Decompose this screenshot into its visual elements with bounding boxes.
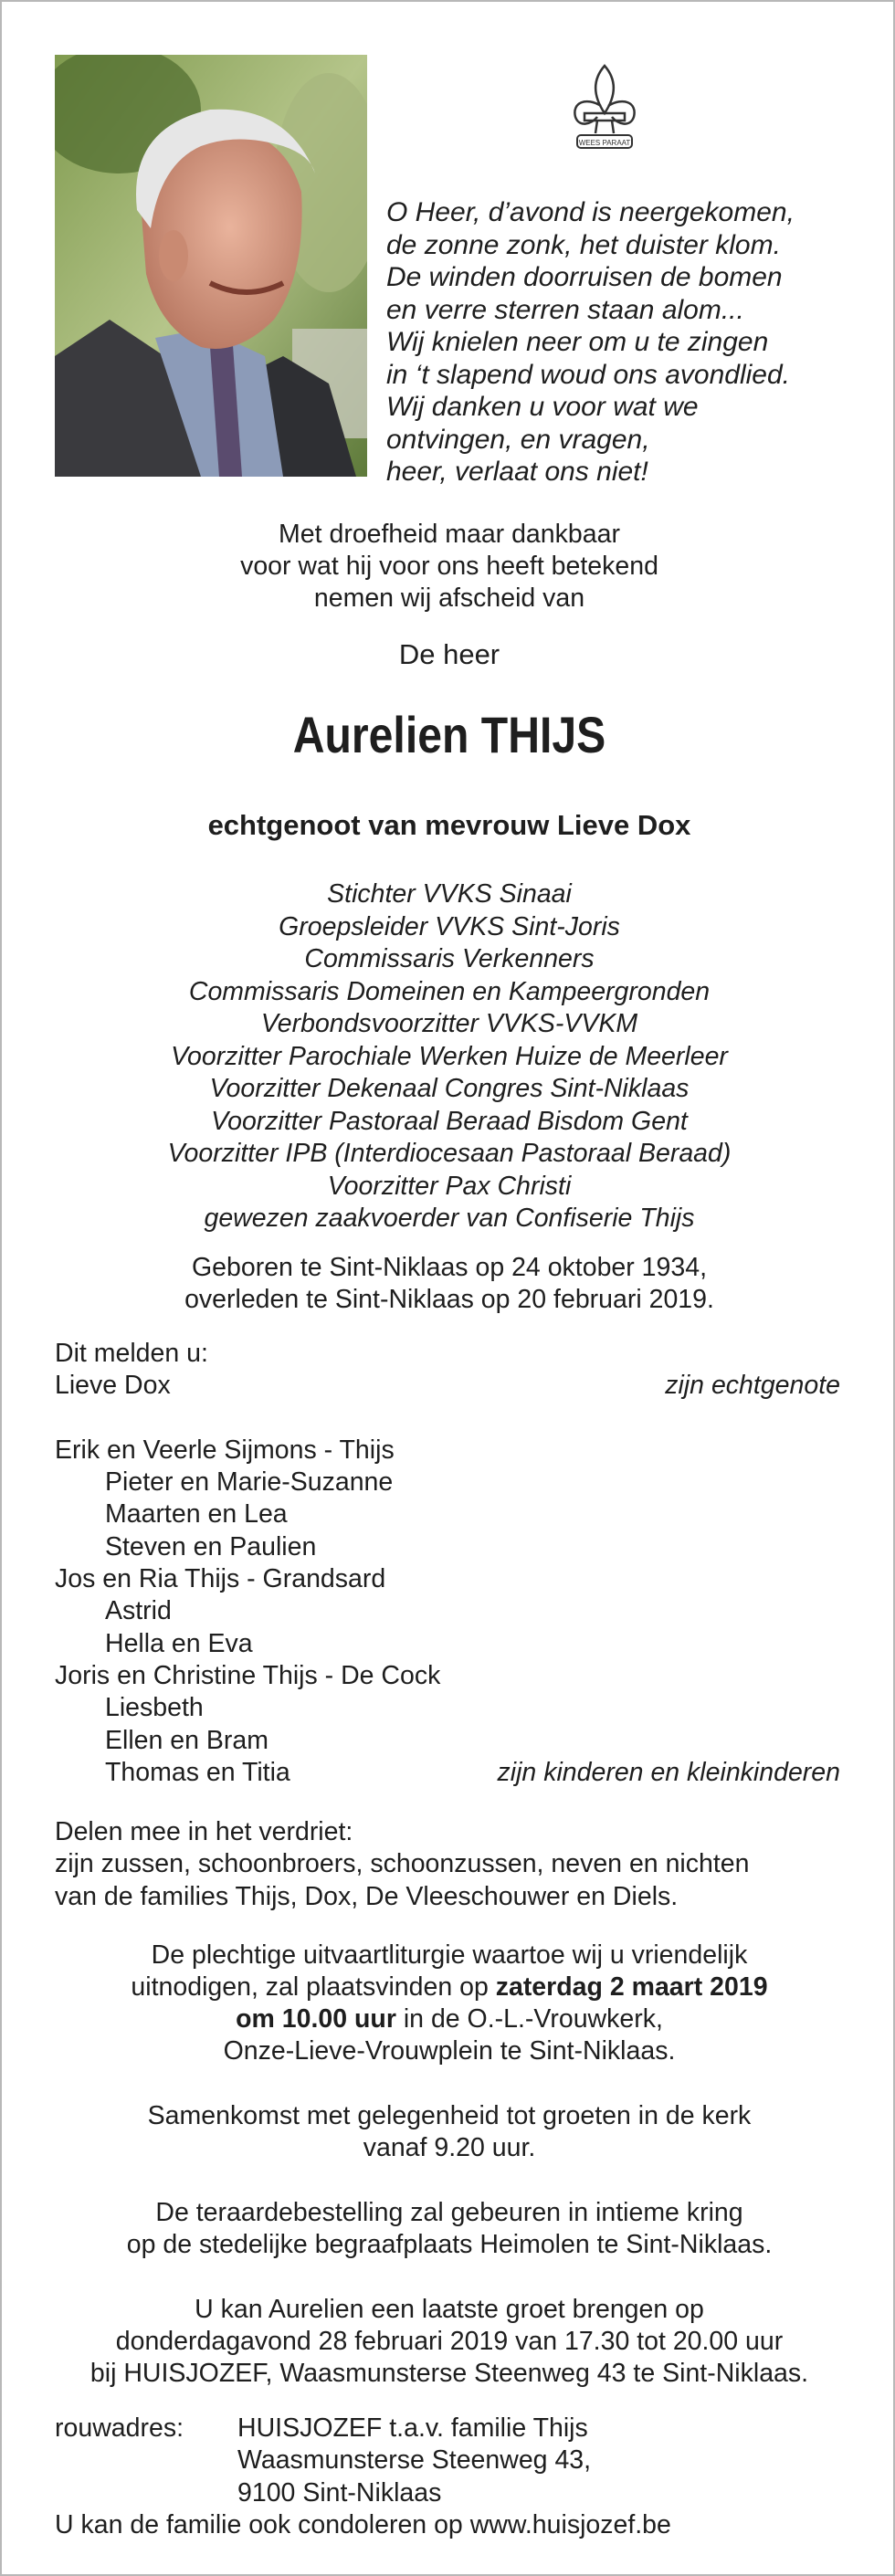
poem-line: de zonne zonk, het duister klom. [386,229,781,260]
gathering-info [2,2100,895,2164]
poem [386,196,861,489]
family-name: Thomas en Titia [105,1757,290,1787]
birth-line: Geboren te Sint-Niklaas op 24 oktober 1934, [191,1253,708,1282]
death-line: overleden te Sint-Niklaas op 20 februari 2019. [184,1285,714,1314]
visit-line: donderdagavond 28 februari 2019 van 17.30 tot 20.00 uur [115,2327,784,2356]
poem-line: Wij danken u voor wat we [386,392,699,422]
address-line: HUISJOZEF t.a.v. familie Thijs [237,2413,588,2443]
family-announcement [55,1338,840,1789]
functions-list [2,878,895,1235]
family-row [55,1498,840,1530]
portrait-photo [55,55,367,477]
function-item: Voorzitter Pax Christi [327,1171,572,1201]
intro-text [2,519,895,615]
condolence-link[interactable]: U kan de familie ook condoleren op www.huisjozef.be [55,2510,671,2539]
scout-lily-emblem [564,60,645,161]
family-row [55,1531,840,1563]
gathering-line: vanaf 9.20 uur. [363,2133,536,2162]
family-row [55,1563,840,1595]
burial-line: op de stedelijke begraafplaats Heimolen te Sint-Niklaas. [126,2230,773,2259]
family-name: Steven en Paulien [105,1531,317,1561]
burial-info [2,2197,895,2261]
visitation-info [2,2294,895,2390]
family-name: Astrid [105,1596,172,1626]
funeral-info [2,1940,895,2067]
family-relation: zijn kinderen en kleinkinderen [497,1757,840,1787]
poem-line: in ‘t slapend woud ons avondlied. [386,359,790,390]
family-row [55,1628,840,1660]
funeral-line: De plechtige uitvaartliturgie waartoe wij u vriendelijk [151,1940,748,1970]
family-name: Joris en Christine Thijs - De Cock [55,1660,441,1690]
intro-line: Met droefheid maar dankbaar [279,520,620,549]
family-name: Lieve Dox [55,1371,171,1401]
function-item: gewezen zaakvoerder van Confiserie Thijs [204,1204,695,1233]
family-row [55,1435,840,1467]
deceased-name: Aurelien THIJS [292,706,606,763]
family-row [55,1725,840,1757]
funeral-date: zaterdag 2 maart 2019 [495,1972,768,2002]
poem-line: ontvingen, en vragen, [386,424,650,455]
family-row [55,1692,840,1724]
function-item: Verbondsvoorzitter VVKS-VVKM [260,1009,638,1038]
intro-line: voor wat hij voor ons heeft betekend [240,552,658,581]
mourning-relatives [55,1816,858,1913]
poem-line: Wij knielen neer om u te zingen [386,327,769,357]
mourn-line: van de families Thijs, Dox, De Vleeschouwer en Diels. [55,1881,679,1911]
funeral-text: in de O.-L.-Vrouwkerk, [395,2004,663,2034]
poem-line: en verre sterren staan alom... [386,294,744,325]
family-name: Jos en Ria Thijs - Grandsard [55,1564,386,1594]
mourn-line: zijn zussen, schoonbroers, schoonzussen, neven en nichten [55,1849,750,1879]
funeral-text: uitnodigen, zal plaatsvinden op [131,1972,496,2002]
address-line: 9100 Sint-Niklaas [237,2477,442,2508]
address-label: rouwadres: [55,2413,184,2443]
burial-line: De teraardebestelling zal gebeuren in intieme kring [155,2198,743,2227]
name-prefix: De heer [398,638,500,670]
family-name: Hella en Eva [105,1628,253,1658]
poem-line: De winden doorruisen de bomen [386,262,783,292]
family-name: Liesbeth [105,1693,204,1723]
announce-header: Dit melden u: [55,1339,208,1368]
family-name: Erik en Veerle Sijmons - Thijs [55,1435,395,1465]
family-row [55,1660,840,1692]
function-item: Voorzitter Dekenaal Congres Sint-Niklaas [209,1074,690,1103]
function-item: Commissaris Domeinen en Kampeergronden [188,976,711,1006]
intro-line: nemen wij afscheid van [313,584,585,613]
poem-line: O Heer, d’avond is neergekomen, [386,197,795,227]
function-item: Voorzitter Parochiale Werken Huize de Meerleer [171,1041,728,1071]
family-name: Maarten en Lea [105,1499,288,1530]
address-lines [237,2413,591,2509]
spouse-line: echtgenoot van mevrouw Lieve Dox [207,809,691,841]
family-row [55,1595,840,1627]
mourn-line: Delen mee in het verdriet: [55,1817,353,1846]
family-name: Ellen en Bram [105,1725,269,1755]
gathering-line: Samenkomst met gelegenheid tot groeten in de kerk [147,2101,752,2130]
family-relation: zijn echtgenote [665,1371,840,1401]
function-item: Voorzitter IPB (Interdiocesaan Pastoraal Beraad) [167,1139,732,1168]
funeral-time: om 10.00 uur [236,2004,396,2034]
address-line: Waasmunsterse Steenweg 43, [237,2445,592,2476]
family-row [55,1370,840,1402]
function-item: Groepsleider VVKS Sint-Joris [279,911,620,941]
visit-line: bij HUISJOZEF, Waasmunsterse Steenweg 43 te Sint-Niklaas. [90,2359,809,2388]
family-row [55,1757,840,1789]
birth-death-dates [2,1252,895,1316]
emblem-motto: WEES PARAAT [578,139,631,147]
funeral-line: Onze-Lieve-Vrouwplein te Sint-Niklaas. [223,2036,676,2066]
poem-line: heer, verlaat ons niet! [386,457,648,487]
funeral-line [2,2003,895,2035]
family-name: Pieter en Marie-Suzanne [105,1467,394,1498]
visit-line: U kan Aurelien een laatste groet brengen op [195,2295,704,2324]
function-item: Voorzitter Pastoraal Beraad Bisdom Gent [211,1106,688,1136]
function-item: Commissaris Verkenners [304,944,595,973]
family-row [55,1467,840,1498]
funeral-line [2,1971,895,2003]
function-item: Stichter VVKS Sinaai [327,879,572,909]
